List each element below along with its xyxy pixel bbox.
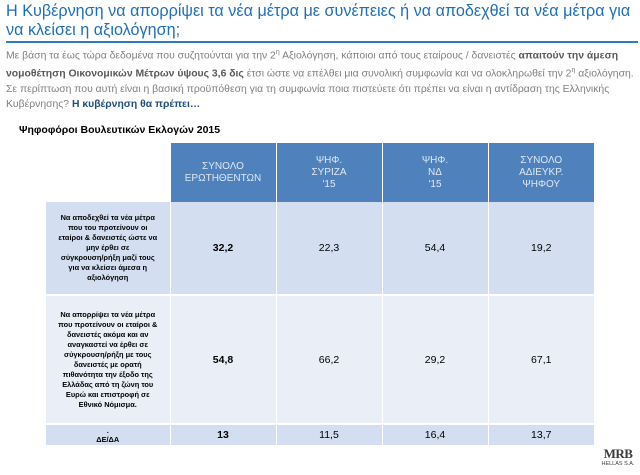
cell-reject-syriza: 66,2 [276, 295, 382, 424]
intro-part-1: Με βάση τα έως τώρα δεδομένα που συζητούνται για την 2 [6, 50, 276, 62]
intro-part-2: Αξιολόγηση, κάποιοι από τους εταίρους / δανειστές [279, 50, 519, 62]
logo-mark: MRB [603, 446, 633, 461]
header-undecided-line-2: ΑΔΙΕΥΚΡ. [519, 166, 564, 178]
title-divider [6, 41, 638, 43]
table-row [46, 295, 594, 424]
cell-dk-syriza: 11,5 [276, 424, 382, 445]
table-row [46, 202, 594, 295]
row-label-line: αναγκαστεί να έρθει σε [67, 339, 148, 349]
cell-dk-undecided: 13,7 [488, 424, 594, 445]
row-label-line: δανειστές ακόμα και αν [66, 329, 149, 339]
table-header-row [46, 143, 594, 202]
row-label-dk-na [46, 424, 170, 445]
page-title: Η Κυβέρνηση να απορρίψει τα νέα μέτρα με συνέπειες ή να αποδεχθεί τα νέα μέτρα για να κλείσει η αξιολόγηση; [6, 2, 631, 39]
header-syriza-line-3: '15 [322, 178, 336, 190]
mrb-logo [600, 447, 636, 473]
row-label-accept [46, 202, 170, 295]
logo-subtext: HELLAS S.A. [601, 461, 635, 467]
row-label-line: σύγκρουση/ρήξη με τους [64, 349, 152, 359]
row-label-line: μην έρθει σε [86, 243, 130, 252]
cell-accept-undecided: 19,2 [488, 202, 594, 295]
row-label-line: που του προτείνουν οι [68, 223, 148, 232]
cell-dk-total: 13 [170, 424, 276, 445]
header-undecided-line-1: ΣΥΝΟΛΟ [520, 154, 563, 166]
row-label-line: που προτείνουν οι εταίροι & [58, 319, 158, 329]
row-label-reject [46, 295, 170, 424]
cell-reject-nd: 29,2 [382, 295, 488, 424]
table-row [46, 424, 594, 445]
intro-text [6, 45, 638, 112]
row-label-line: Ευρώ και επιστροφή σε [65, 389, 150, 399]
intro-bold-1: απαιτούν την άμεση νομοθέτηση Οικονομικών Μέτρων ύψους 3,6 δις [6, 50, 619, 80]
cell-accept-syriza: 22,3 [276, 202, 382, 295]
row-label-line: αξιολόγηση [87, 273, 129, 282]
cell-reject-undecided: 67,1 [488, 295, 594, 424]
row-label-line: πιθανότητα την έξοδο της [62, 369, 153, 379]
intro-part-3: έτσι ώστε να επέλθει μια συνολική συμφωνία και να ολοκληρωθεί την 2 [243, 68, 572, 80]
header-total [170, 143, 276, 202]
header-blank-cell [46, 143, 170, 202]
row-label-line: για να κλείσει άμεσα η [68, 263, 148, 272]
header-syriza [276, 143, 382, 202]
header-syriza-line-2: ΣΥΡΙΖΑ [311, 166, 347, 178]
row-label-line: . [106, 426, 109, 435]
header-nd-line-1: ΨΗΦ. [421, 154, 449, 166]
row-label-line: ΔΕ/ΔΑ [96, 435, 120, 444]
intro-bold-2: Η κυβέρνηση θα πρέπει… [71, 98, 201, 110]
cell-dk-nd: 16,4 [382, 424, 488, 445]
row-label-line: Εθνικό Νόμισμα. [78, 399, 137, 409]
cell-reject-total: 54,8 [170, 295, 276, 424]
intro-part-4: αξιολόγηση. Σε περίπτωση που αυτή είναι η βασική προϋπόθεση για τη συμφωνία ποια πιστεύετε ότι πρέπει να είναι η αντίδραση της Ελληνικής Κυβέρνησης? [6, 68, 634, 110]
results-table [46, 143, 594, 445]
cell-accept-total: 32,2 [170, 202, 276, 295]
header-syriza-line-1: ΨΗΦ. [315, 154, 343, 166]
row-label-line: δανειστές με ορατή [73, 359, 142, 369]
header-nd [382, 143, 488, 202]
row-label-line: Να απορρίψει τα νέα μέτρα [60, 309, 156, 319]
header-nd-line-2: ΝΔ [428, 166, 442, 178]
header-undecided-line-3: ΨΗΦΟΥ [522, 178, 561, 190]
intro-sup-2: η [571, 67, 576, 75]
table-subhead: Ψηφοφόροι Βουλευτικών Εκλογών 2015 [19, 124, 221, 136]
header-nd-line-3: '15 [428, 178, 442, 190]
header-undecided [488, 143, 594, 202]
row-label-line: σύγκρουση/ρήξη μαζί τους [60, 253, 155, 262]
header-total-line-1: ΣΥΝΟΛΟ [202, 160, 244, 172]
cell-accept-nd: 54,4 [382, 202, 488, 295]
row-label-line: εταίροι & δανειστές ώστε να [58, 233, 158, 242]
intro-sup-1: η [275, 49, 280, 56]
header-total-line-2: ΕΡΩΤΗΘΕΝΤΩΝ [184, 172, 262, 184]
row-label-line: Να αποδεχθεί τα νέα μέτρα [60, 213, 155, 222]
row-label-line: Ελλάδας από τη ζώνη του [62, 379, 154, 389]
